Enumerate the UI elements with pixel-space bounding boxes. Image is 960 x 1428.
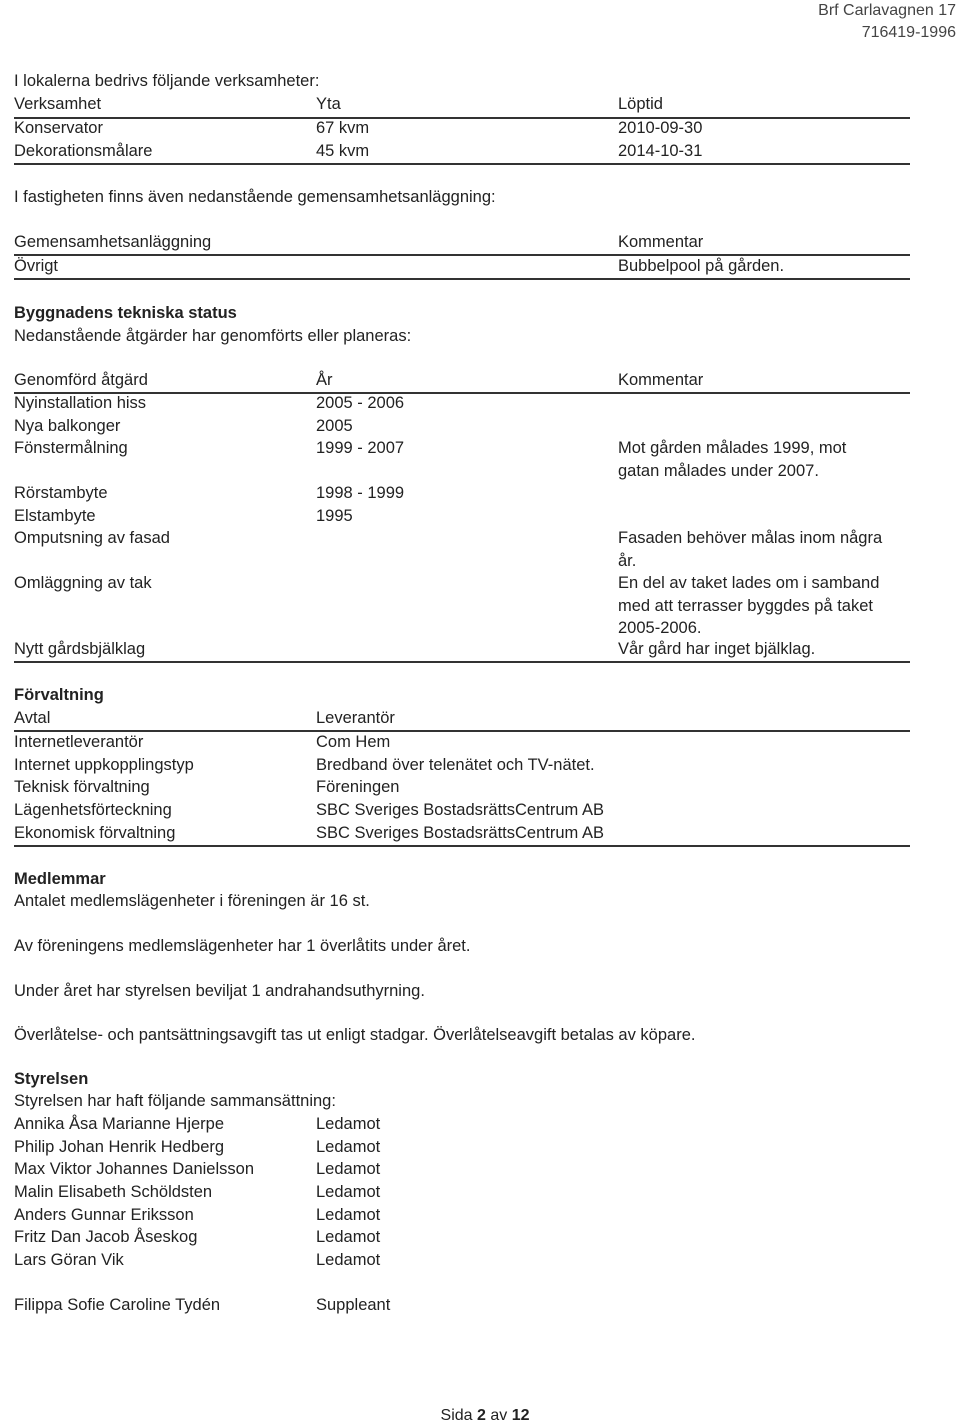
cell-atgard: Omputsning av fasad (14, 529, 170, 547)
cell-kommentar: Vår gård har inget bjälklag. (618, 640, 816, 658)
cell-leverantor: Föreningen (316, 778, 400, 796)
cell-kommentar: Mot gården målades 1999, mot gatan målades under 2007. (618, 439, 847, 480)
total-pages: 12 (511, 1407, 530, 1424)
cell-avtal: Teknisk förvaltning (14, 778, 150, 796)
section-title-styrelsen: Styrelsen (14, 1070, 89, 1088)
medlemmar-paragraph: Överlåtelse- och pantsättningsavgift tas ut enligt stadgar. Överlåtelseavgift betalas av köpare. (14, 1026, 696, 1044)
cell-leverantor: Bredband över telenätet och TV-nätet. (316, 756, 595, 774)
styrelsen-intro: Styrelsen har haft följande sammansättning: (14, 1092, 336, 1110)
col-header-loptid: Löptid (618, 95, 663, 113)
cell-verksamhet: Konservator (14, 119, 103, 137)
member-name: Philip Johan Henrik Hedberg (14, 1138, 225, 1156)
col-header-verksamhet: Verksamhet (14, 95, 102, 113)
col-header-kommentar: Kommentar (618, 371, 704, 389)
cell-leverantor: Com Hem (316, 733, 391, 751)
member-name: Fritz Dan Jacob Åseskog (14, 1228, 198, 1246)
cell-ar: 1998 - 1999 (316, 484, 405, 502)
gemensam-intro: I fastigheten finns även nedanstående gemensamhetsanläggning: (14, 188, 496, 206)
cell-leverantor: SBC Sveriges BostadsrättsCentrum AB (316, 801, 604, 819)
member-name: Lars Göran Vik (14, 1251, 124, 1269)
cell-anlaggning: Övrigt (14, 257, 59, 275)
member-name: Anders Gunnar Eriksson (14, 1206, 194, 1224)
section-title-tekniska: Byggnadens tekniska status (14, 304, 237, 322)
member-role: Ledamot (316, 1138, 381, 1156)
medlemmar-paragraph: Under året har styrelsen beviljat 1 andrahandsuthyrning. (14, 982, 425, 1000)
cell-loptid: 2010-09-30 (618, 119, 703, 137)
cell-ar: 1999 - 2007 (316, 439, 405, 457)
member-role: Ledamot (316, 1228, 381, 1246)
cell-kommentar: Fasaden behöver målas inom några år. (618, 529, 883, 570)
member-role: Ledamot (316, 1206, 381, 1224)
divider (14, 661, 910, 663)
member-role: Ledamot (316, 1115, 381, 1133)
cell-atgard: Fönstermålning (14, 439, 128, 457)
cell-kommentar: En del av taket lades om i samband med att terrasser byggdes på taket 2005-2006. (618, 574, 880, 637)
member-name: Malin Elisabeth Schöldsten (14, 1183, 213, 1201)
cell-yta: 45 kvm (316, 142, 370, 160)
cell-atgard: Nyinstallation hiss (14, 394, 147, 412)
cell-kommentar: Bubbelpool på gården. (618, 257, 785, 275)
association-name: Brf Carlavagnen 17 (818, 2, 956, 19)
divider (14, 278, 910, 280)
cell-atgard: Elstambyte (14, 507, 96, 525)
cell-verksamhet: Dekorationsmålare (14, 142, 153, 160)
col-header-ar: År (316, 371, 333, 389)
section-title-medlemmar: Medlemmar (14, 870, 106, 888)
suppleant-role: Suppleant (316, 1296, 391, 1314)
cell-ar: 2005 (316, 417, 353, 435)
cell-atgard: Nytt gårdsbjälklag (14, 640, 146, 658)
tekniska-subtitle: Nedanstående åtgärder har genomförts eller planeras: (14, 327, 412, 345)
cell-atgard: Omläggning av tak (14, 574, 152, 592)
cell-atgard: Nya balkonger (14, 417, 121, 435)
cell-yta: 67 kvm (316, 119, 370, 137)
col-header-atgard: Genomförd åtgärd (14, 371, 148, 389)
col-header-yta: Yta (316, 95, 341, 113)
member-name: Max Viktor Johannes Danielsson (14, 1160, 254, 1178)
page-footer (0, 1407, 960, 1425)
member-role: Ledamot (316, 1160, 381, 1178)
document-header (818, 0, 956, 44)
org-number: 716419-1996 (861, 24, 956, 41)
cell-loptid: 2014-10-31 (618, 142, 703, 160)
cell-atgard: Rörstambyte (14, 484, 108, 502)
cell-leverantor: SBC Sveriges BostadsrättsCentrum AB (316, 824, 604, 842)
cell-ar: 1995 (316, 507, 353, 525)
divider (14, 163, 910, 165)
col-header-leverantor: Leverantör (316, 709, 395, 727)
current-page: 2 (476, 1407, 486, 1424)
divider (14, 845, 910, 847)
cell-avtal: Internetleverantör (14, 733, 144, 751)
col-header-kommentar: Kommentar (618, 233, 704, 251)
medlemmar-paragraph: Av föreningens medlemslägenheter har 1 överlåtits under året. (14, 937, 471, 955)
suppleant-name: Filippa Sofie Caroline Tydén (14, 1296, 221, 1314)
cell-avtal: Internet uppkopplingstyp (14, 756, 194, 774)
member-role: Ledamot (316, 1183, 381, 1201)
col-header-anlaggning: Gemensamhetsanläggning (14, 233, 212, 251)
footer-prefix: Sida (440, 1407, 477, 1424)
divider (14, 117, 910, 119)
divider (14, 392, 910, 394)
cell-ar: 2005 - 2006 (316, 394, 405, 412)
lokaler-intro: I lokalerna bedrivs följande verksamheter: (14, 72, 320, 90)
footer-middle: av (485, 1407, 512, 1424)
medlemmar-paragraph: Antalet medlemslägenheter i föreningen är 16 st. (14, 892, 370, 910)
cell-avtal: Ekonomisk förvaltning (14, 824, 176, 842)
section-title-forvaltning: Förvaltning (14, 686, 104, 704)
col-header-avtal: Avtal (14, 709, 51, 727)
cell-avtal: Lägenhetsförteckning (14, 801, 172, 819)
divider (14, 730, 910, 732)
member-role: Ledamot (316, 1251, 381, 1269)
member-name: Annika Åsa Marianne Hjerpe (14, 1115, 225, 1133)
